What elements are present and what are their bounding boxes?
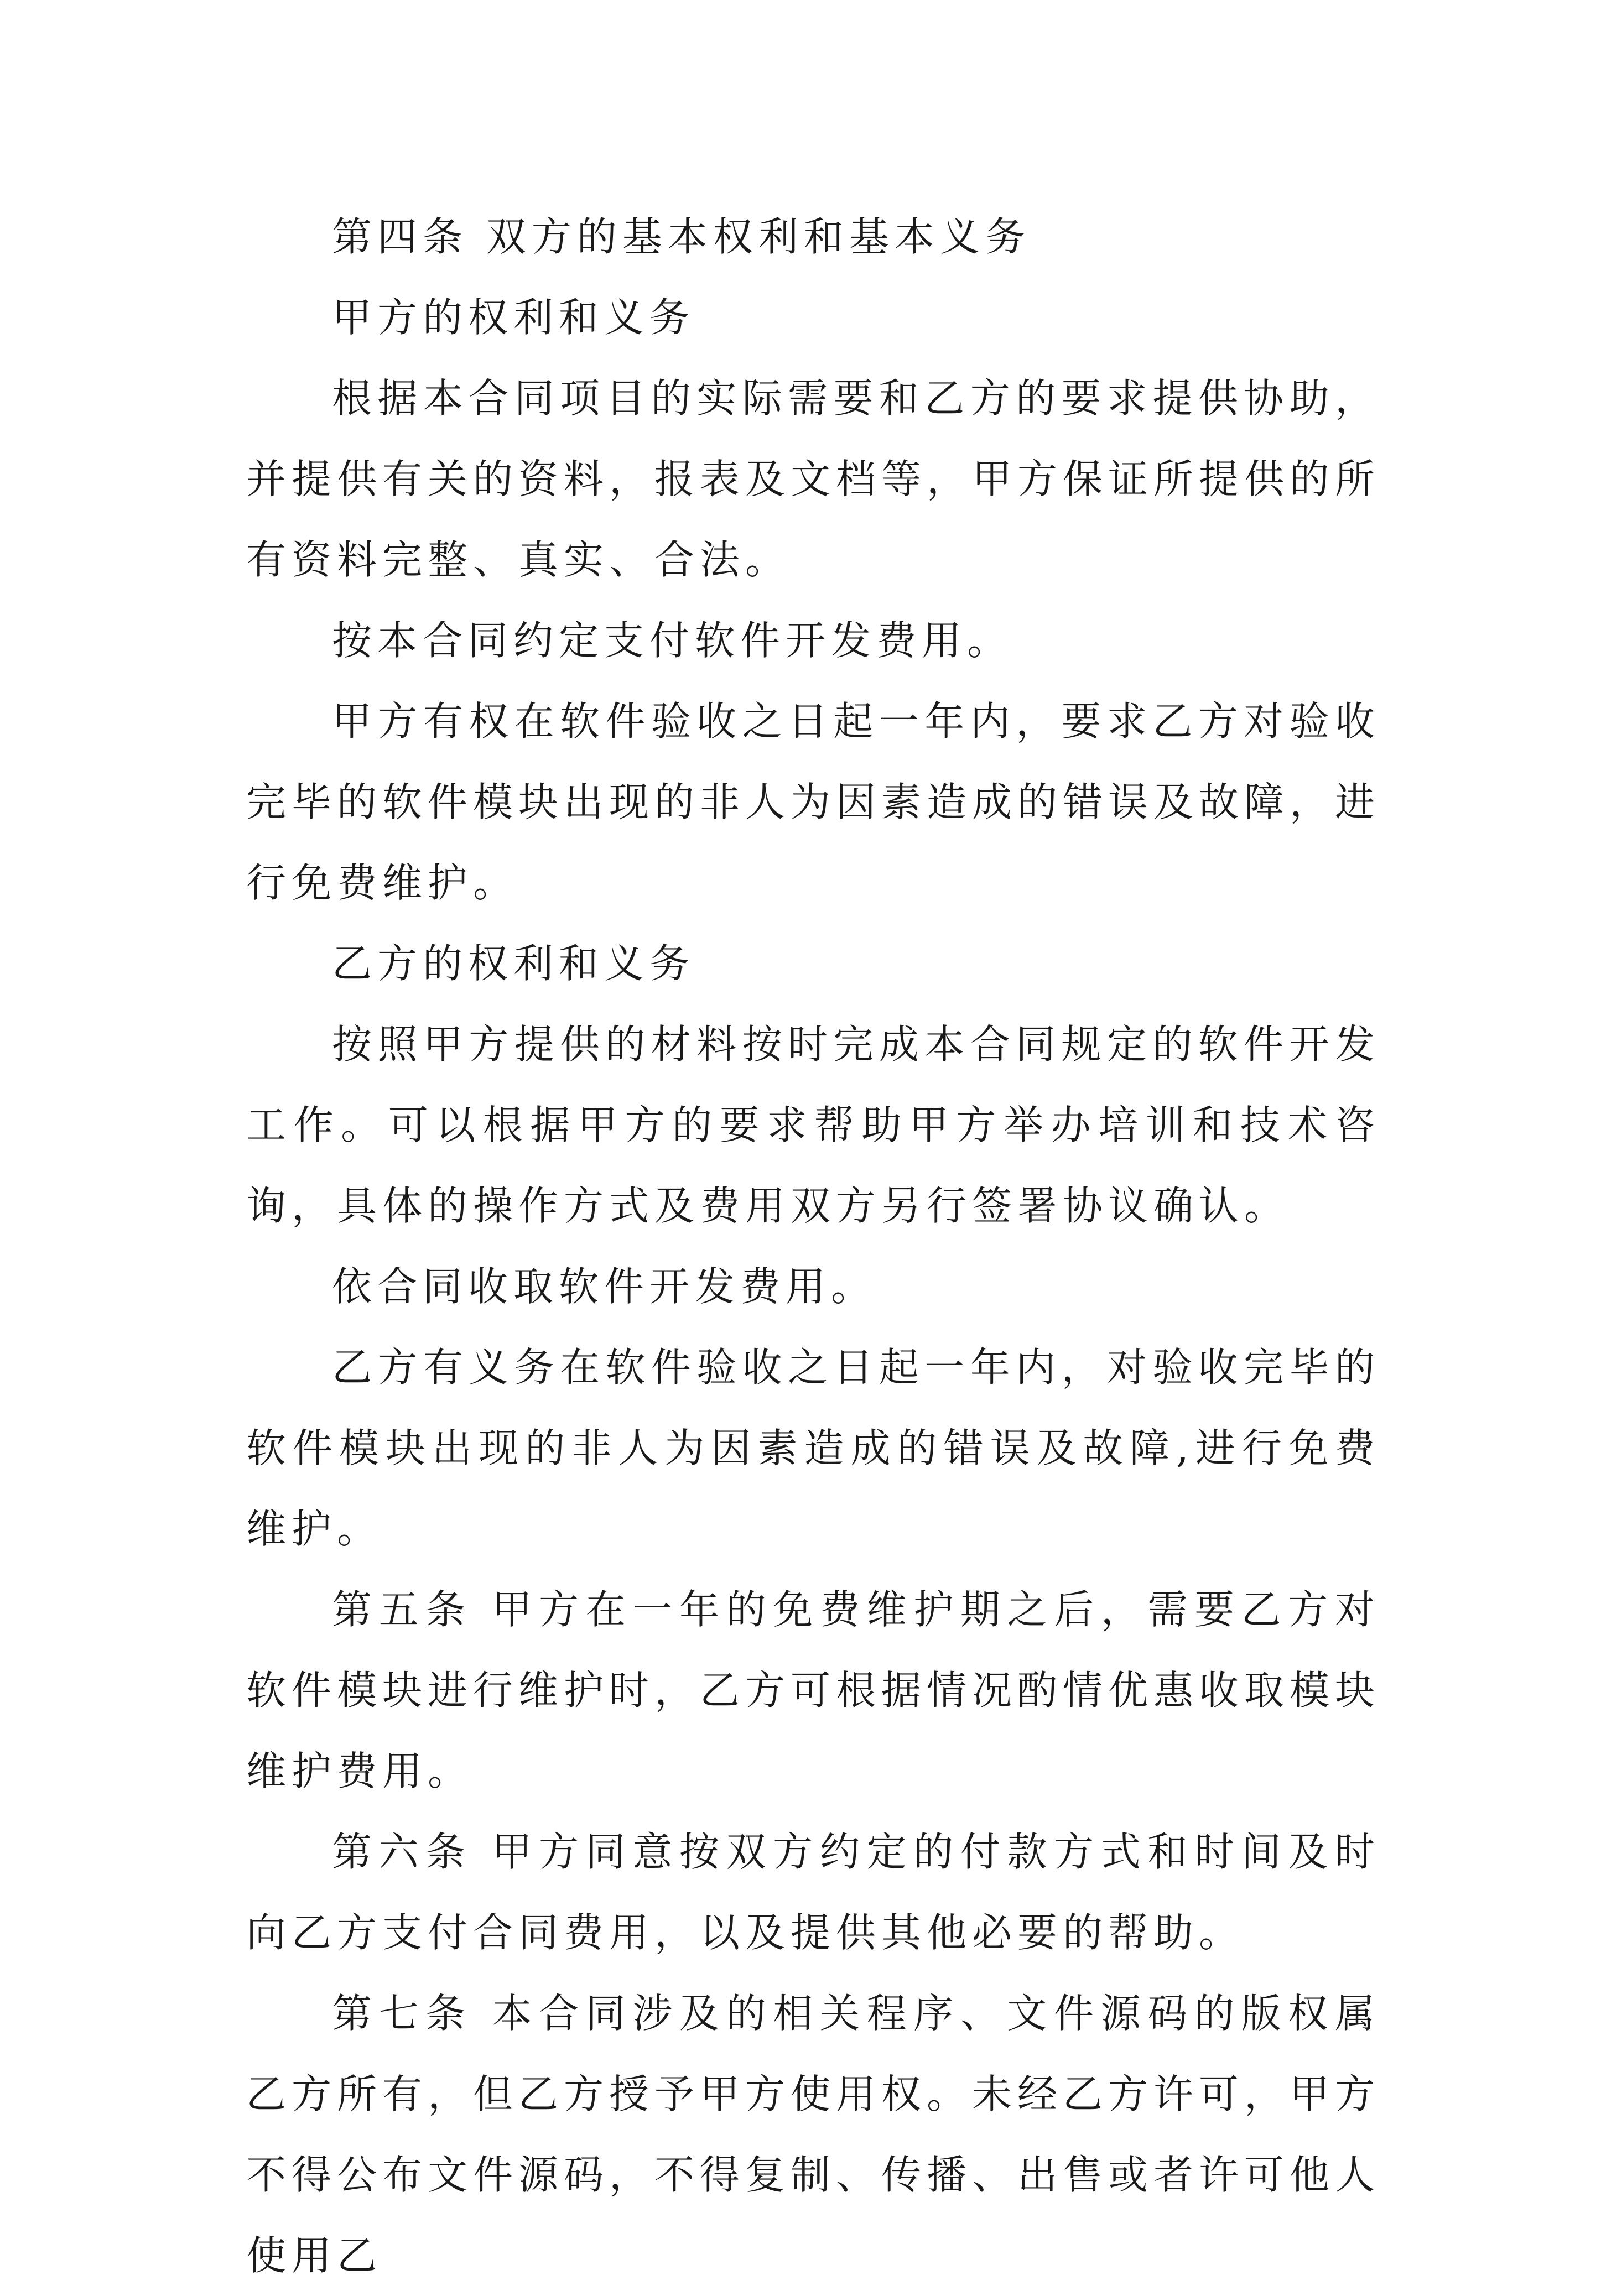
- party-a-rights-heading: 甲方的权利和义务: [332, 294, 695, 341]
- party-b-clause-2: 依合同收取软件开发费用。: [332, 1263, 877, 1310]
- document-body: [246, 196, 1380, 2296]
- party-b-clause-3: 乙方有义务在软件验收之日起一年内，对验收完毕的软件模块出现的非人为因素造成的错误及故障,进行免费维护。: [246, 1344, 1380, 1552]
- article-5: 第五条 甲方在一年的免费维护期之后，需要乙方对软件模块进行维护时，乙方可根据情况酌情优惠收取模块维护费用。: [246, 1586, 1381, 1794]
- article-7: 第七条 本合同涉及的相关程序、文件源码的版权属乙方所有，但乙方授予甲方使用权。未经乙方许可，甲方不得公布文件源码，不得复制、传播、出售或者许可他人使用乙: [246, 1990, 1381, 2279]
- party-a-clause-3: 甲方有权在软件验收之日起一年内，要求乙方对验收完毕的软件模块出现的非人为因素造成的错误及故障，进行免费维护。: [246, 698, 1381, 906]
- article-4-heading: 第四条 双方的基本权利和基本义务: [332, 214, 1031, 260]
- party-a-clause-1: 根据本合同项目的实际需要和乙方的要求提供协助，并提供有关的资料，报表及文档等，甲方保证所提供的所有资料完整、真实、合法。: [246, 375, 1381, 583]
- article-6: 第六条 甲方同意按双方约定的付款方式和时间及时向乙方支付合同费用，以及提供其他必要的帮助。: [246, 1829, 1380, 1956]
- party-b-rights-heading: 乙方的权利和义务: [332, 940, 695, 987]
- party-a-clause-2: 按本合同约定支付软件开发费用。: [332, 617, 1013, 664]
- party-b-clause-1: 按照甲方提供的材料按时完成本合同规定的软件开发工作。可以根据甲方的要求帮助甲方举办培训和技术咨询，具体的操作方式及费用双方另行签署协议确认。: [246, 1021, 1380, 1229]
